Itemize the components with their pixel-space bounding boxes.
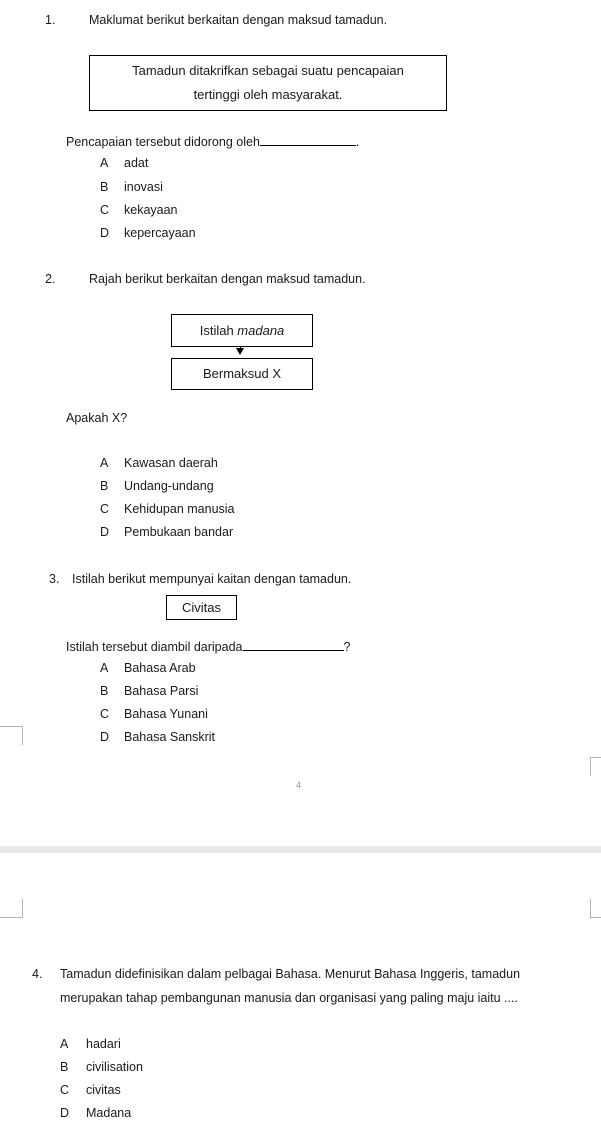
page-number: 4 [296,780,302,790]
option-text: Bahasa Sanskrit [124,730,216,744]
option-letter: A [100,661,109,675]
q3-term-box: Civitas [166,595,237,620]
q2-diagram-top-box [171,314,313,347]
option-text: Pembukaan bandar [124,525,234,539]
option-letter: C [100,707,110,721]
page-corner-mark [590,899,601,918]
option-text: Bahasa Yunani [124,707,208,721]
option-letter: A [60,1037,69,1051]
page-separator [0,846,601,853]
q3-stem: Istilah berikut mempunyai kaitan dengan tamadun. [72,572,352,586]
q1-info-box [89,55,447,111]
q2-prompt: Apakah X? [66,411,128,425]
option-letter: C [60,1083,70,1097]
option-letter: B [100,684,109,698]
q3-prompt [66,640,350,654]
q4-stem-line2: merupakan tahap pembangunan manusia dan organisasi yang paling maju iaitu .... [60,991,518,1005]
option-text: kepercayaan [124,226,196,240]
q2-box-top-italic: madana [237,323,285,338]
option-letter: D [60,1106,70,1120]
option-letter: A [100,456,109,470]
q1-stem: Maklumat berikut berkaitan dengan maksud tamadun. [89,13,388,27]
q1-number: 1. [45,13,56,27]
q2-stem: Rajah berikut berkaitan dengan maksud tamadun. [89,272,366,286]
option-text: Undang-undang [124,479,214,493]
q1-box-line1: Tamadun ditakrifkan sebagai suatu pencapaian [132,63,404,78]
option-letter: C [100,502,110,516]
option-letter: C [100,203,110,217]
option-letter: B [100,479,109,493]
q1-blank [260,145,356,146]
option-text: inovasi [124,180,163,194]
page-corner-mark [0,899,23,918]
option-letter: D [100,226,110,240]
option-text: adat [124,156,149,170]
q1-prompt-end: . [355,135,360,149]
q1-prompt [66,135,359,149]
option-letter: D [100,730,110,744]
option-letter: B [100,180,109,194]
option-text: Kehidupan manusia [124,502,235,516]
page-corner-mark [0,726,23,745]
option-letter: A [100,156,109,170]
page-corner-mark [590,757,601,776]
q3-blank [243,650,344,651]
option-text: Bahasa Parsi [124,684,199,698]
option-text: hadari [86,1037,121,1051]
q2-box-top-prefix: Istilah [199,323,238,338]
q3-number: 3. [49,572,60,586]
option-text: Madana [86,1106,132,1120]
option-text: Bahasa Arab [124,661,196,675]
option-letter: B [60,1060,69,1074]
down-arrow-icon [236,348,244,355]
q1-box-line2: tertinggi oleh masyarakat. [193,87,343,102]
option-text: civilisation [86,1060,143,1074]
q4-stem-line1: Tamadun didefinisikan dalam pelbagai Bahasa. Menurut Bahasa Inggeris, tamadun [60,967,521,981]
q3-prompt-text: Istilah tersebut diambil daripada [66,640,243,654]
option-text: kekayaan [124,203,178,217]
q2-diagram-bottom-box: Bermaksud X [171,358,313,390]
option-text: Kawasan daerah [124,456,218,470]
option-text: civitas [86,1083,121,1097]
q2-number: 2. [45,272,56,286]
q3-prompt-end: ? [343,640,351,654]
option-letter: D [100,525,110,539]
q1-prompt-text: Pencapaian tersebut didorong oleh [66,135,260,149]
q4-number: 4. [32,967,43,981]
